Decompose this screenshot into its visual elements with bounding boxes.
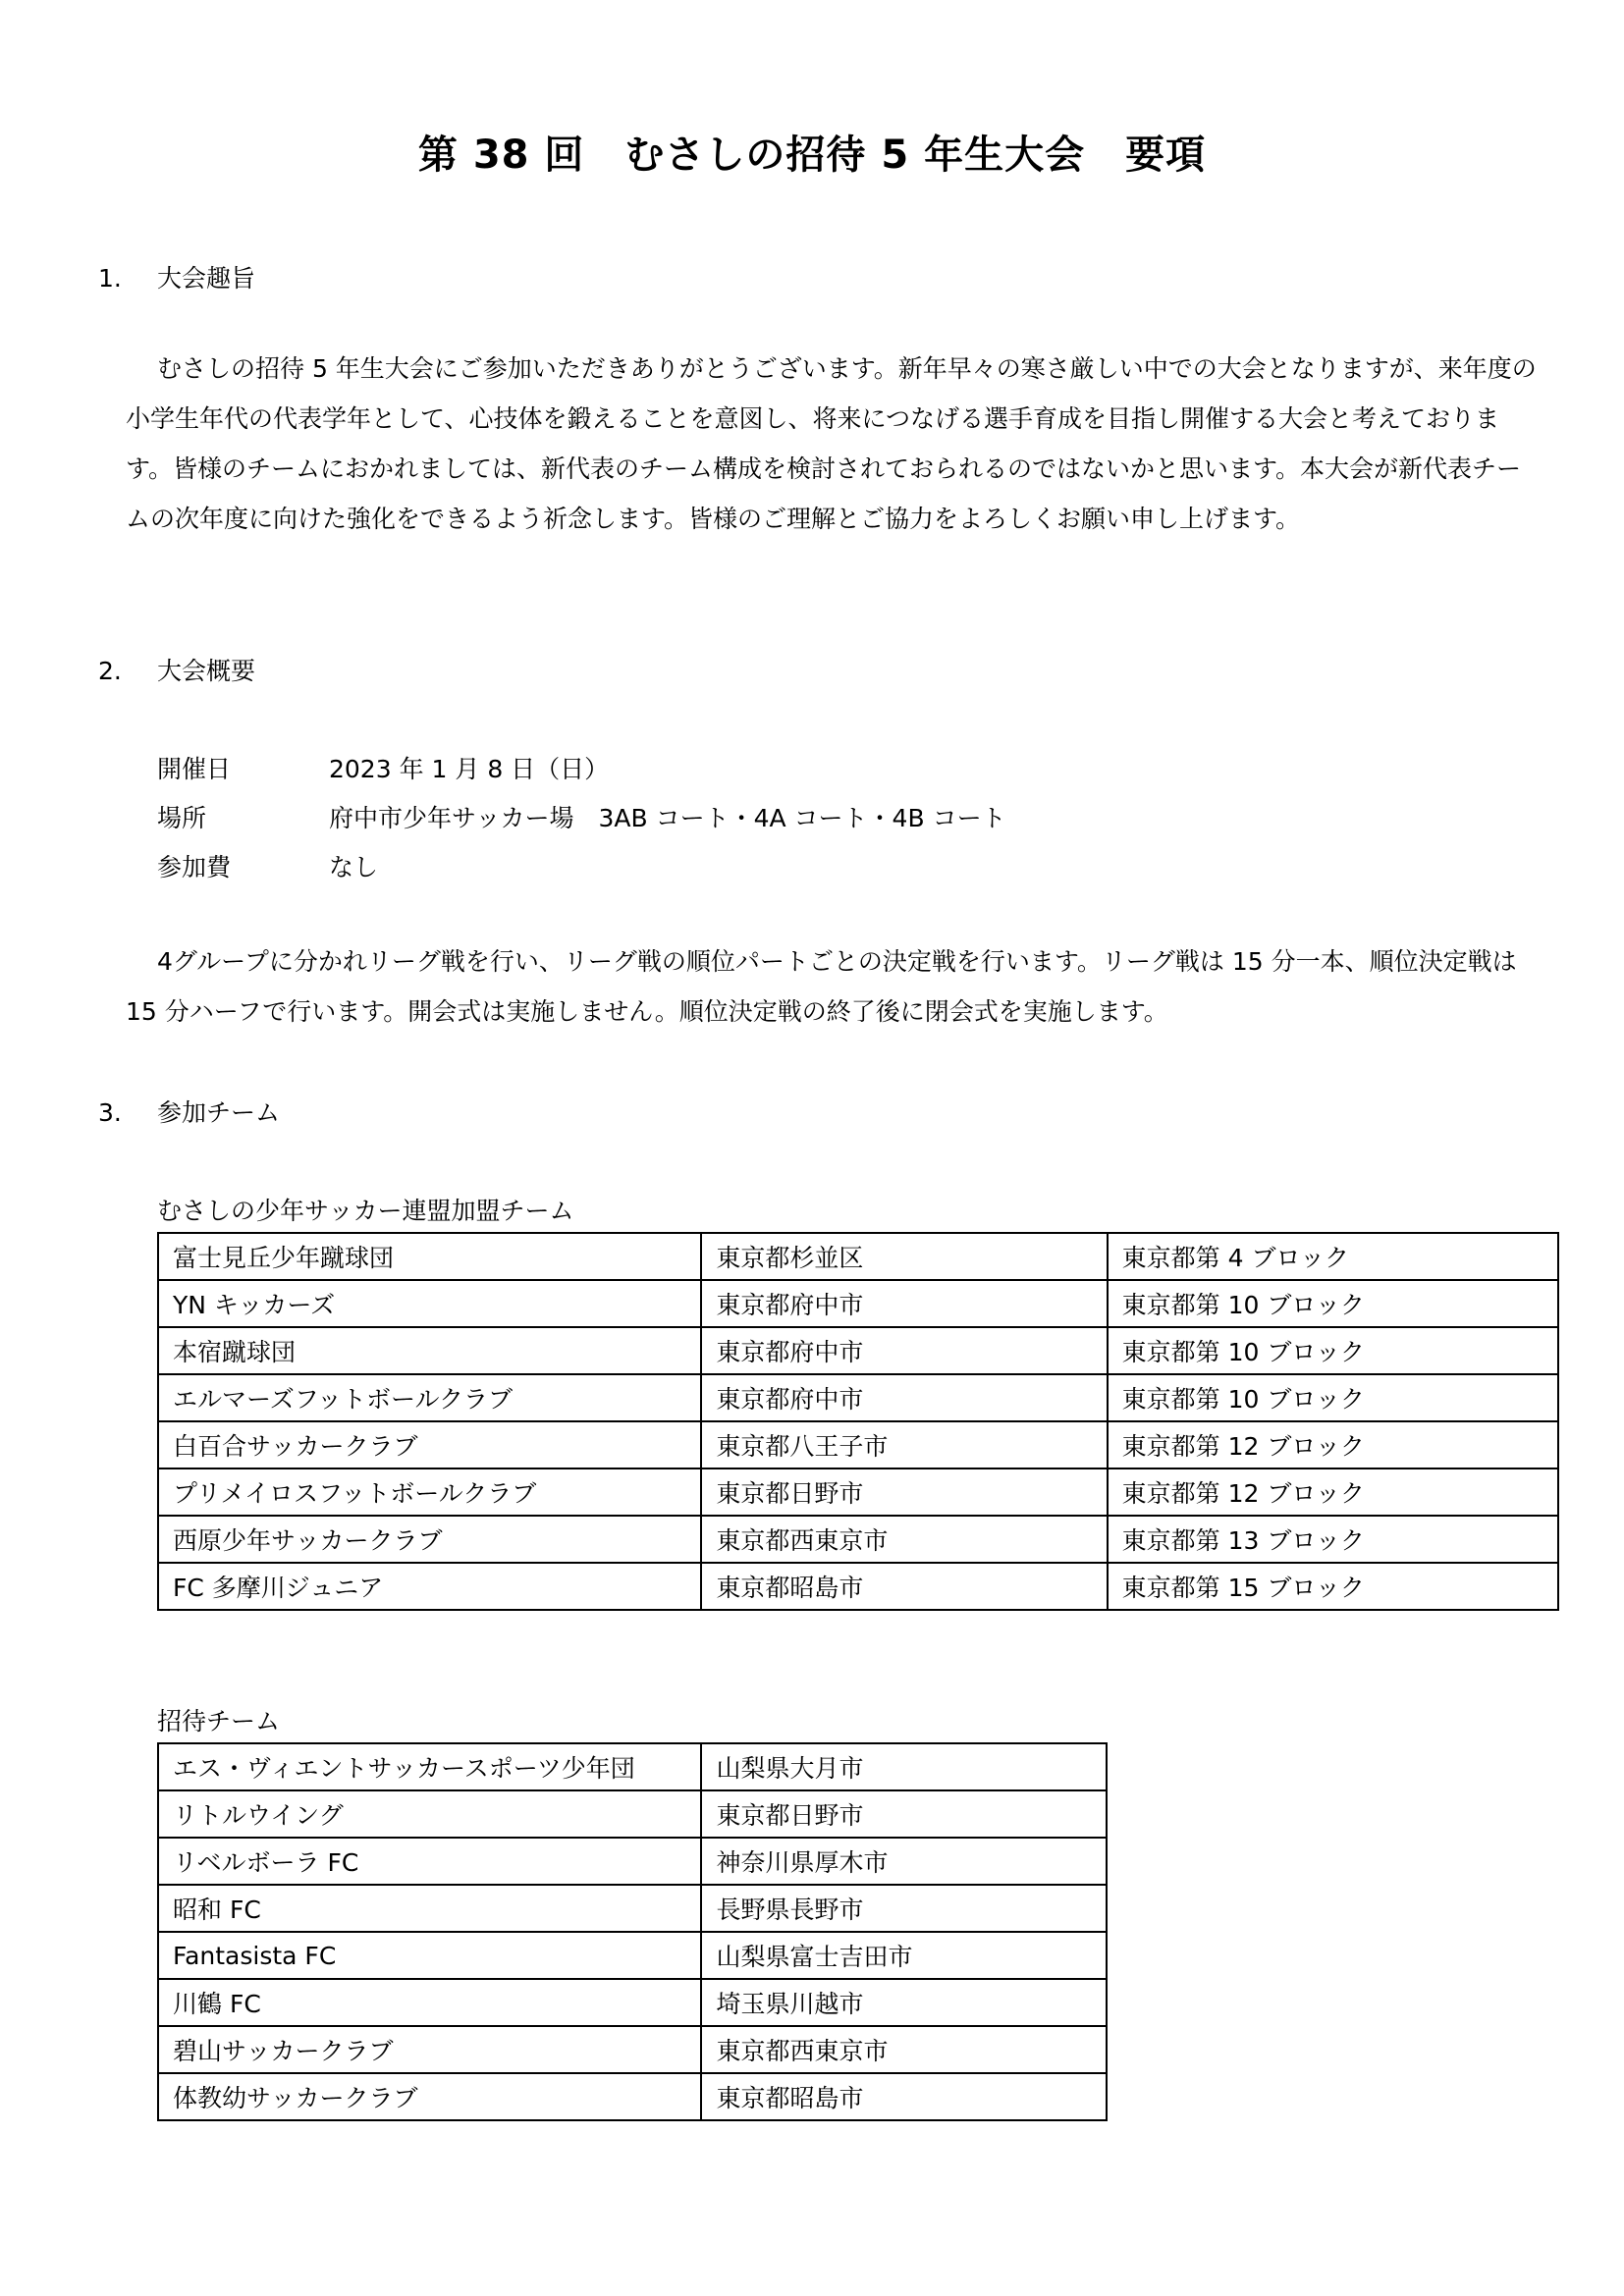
section-title: 大会概要: [157, 657, 256, 685]
location-cell: 東京都昭島市: [701, 2073, 1107, 2120]
invited-teams-caption: 招待チーム: [157, 1707, 281, 1735]
block-cell: 東京都第 10 ブロック: [1108, 1374, 1558, 1421]
team-name-cell: エス・ヴィエントサッカースポーツ少年団: [158, 1743, 701, 1790]
overview-label: 参加費: [157, 853, 232, 881]
overview-value: 2023 年 1 月 8 日（日）: [329, 755, 610, 783]
overview-label: 場所: [157, 804, 207, 832]
overview-fee-row: [157, 848, 378, 883]
overview-venue-row: [157, 799, 1006, 834]
location-cell: 東京都府中市: [701, 1374, 1107, 1421]
location-cell: 東京都昭島市: [701, 1563, 1107, 1610]
section-number: 1.: [98, 264, 122, 293]
table-row: [158, 1468, 1558, 1516]
team-name-cell: 碧山サッカークラブ: [158, 2026, 701, 2073]
block-cell: 東京都第 13 ブロック: [1108, 1516, 1558, 1563]
table-row: [158, 2073, 1107, 2120]
team-name-cell: 白百合サッカークラブ: [158, 1421, 701, 1468]
team-name-cell: FC 多摩川ジュニア: [158, 1563, 701, 1610]
table-row: [158, 2026, 1107, 2073]
overview-date-row: [157, 750, 609, 785]
location-cell: 山梨県富士吉田市: [701, 1932, 1107, 1979]
block-cell: 東京都第 10 ブロック: [1108, 1327, 1558, 1374]
location-cell: 長野県長野市: [701, 1885, 1107, 1932]
overview-label: 開催日: [157, 755, 232, 783]
section-title: 大会趣旨: [157, 264, 256, 293]
location-cell: 埼玉県川越市: [701, 1979, 1107, 2026]
section-1-paragraph: むさしの招待 5 年生大会にご参加いただきありがとうございます。新年早々の寒さ厳しい中での大会となりますが、来年度の小学生年代の代表学年として、心技体を鍛えることを意図し、将来につなげる選手育成を目指し開催する大会と考えております。皆様のチームにおかれましては、新代表のチーム構成を検討されておられるのではないかと思います。本大会が新代表チームの次年度に向けた強化をできるよう祈念します。皆様のご理解とご協力をよろしくお願い申し上げます。: [126, 354, 1537, 533]
table-row: [158, 1790, 1107, 1838]
table-row: [158, 1233, 1558, 1280]
table-row: [158, 1280, 1558, 1327]
location-cell: 東京都西東京市: [701, 2026, 1107, 2073]
section-3-heading: [98, 1094, 280, 1129]
section-1-heading: [98, 259, 255, 294]
section-2-paragraph: 4グループに分かれリーグ戦を行い、リーグ戦の順位パートごとの決定戦を行います。リーグ戦は 15 分一本、順位決定戦は 15 分ハーフで行います。開会式は実施しません。順位決定戦の終了後に閉会式を実施します。: [126, 947, 1517, 1026]
team-name-cell: Fantasista FC: [158, 1932, 701, 1979]
section-number: 3.: [98, 1098, 122, 1127]
location-cell: 東京都西東京市: [701, 1516, 1107, 1563]
block-cell: 東京都第 4 ブロック: [1108, 1233, 1558, 1280]
document-title: 第 38 回 むさしの招待 5 年生大会 要項: [417, 133, 1207, 178]
team-name-cell: 昭和 FC: [158, 1885, 701, 1932]
table-row: [158, 1327, 1558, 1374]
overview-value: 府中市少年サッカー場 3AB コート・4A コート・4B コート: [329, 804, 1006, 832]
table-row: [158, 1563, 1558, 1610]
table-row: [158, 1421, 1558, 1468]
location-cell: 東京都府中市: [701, 1327, 1107, 1374]
invited-teams-table: [157, 1742, 1108, 2121]
table-row: [158, 1374, 1558, 1421]
block-cell: 東京都第 12 ブロック: [1108, 1421, 1558, 1468]
location-cell: 東京都日野市: [701, 1468, 1107, 1516]
section-2-heading: [98, 652, 255, 687]
location-cell: 東京都府中市: [701, 1280, 1107, 1327]
location-cell: 東京都日野市: [701, 1790, 1107, 1838]
team-name-cell: 川鶴 FC: [158, 1979, 701, 2026]
overview-value: なし: [329, 853, 379, 881]
team-name-cell: 西原少年サッカークラブ: [158, 1516, 701, 1563]
table-row: [158, 1743, 1107, 1790]
team-name-cell: 富士見丘少年蹴球団: [158, 1233, 701, 1280]
location-cell: 山梨県大月市: [701, 1743, 1107, 1790]
team-name-cell: YN キッカーズ: [158, 1280, 701, 1327]
table-row: [158, 1516, 1558, 1563]
league-teams-table: [157, 1232, 1559, 1611]
block-cell: 東京都第 15 ブロック: [1108, 1563, 1558, 1610]
team-name-cell: 体教幼サッカークラブ: [158, 2073, 701, 2120]
table-row: [158, 1885, 1107, 1932]
table-row: [158, 1932, 1107, 1979]
table-row: [158, 1979, 1107, 2026]
block-cell: 東京都第 12 ブロック: [1108, 1468, 1558, 1516]
section-title: 参加チーム: [157, 1098, 281, 1127]
section-number: 2.: [98, 657, 122, 685]
location-cell: 東京都杉並区: [701, 1233, 1107, 1280]
table-row: [158, 1838, 1107, 1885]
team-name-cell: リトルウイング: [158, 1790, 701, 1838]
team-name-cell: エルマーズフットボールクラブ: [158, 1374, 701, 1421]
team-name-cell: プリメイロスフットボールクラブ: [158, 1468, 701, 1516]
location-cell: 神奈川県厚木市: [701, 1838, 1107, 1885]
team-name-cell: リベルボーラ FC: [158, 1838, 701, 1885]
block-cell: 東京都第 10 ブロック: [1108, 1280, 1558, 1327]
league-teams-caption: むさしの少年サッカー連盟加盟チーム: [157, 1197, 574, 1225]
team-name-cell: 本宿蹴球団: [158, 1327, 701, 1374]
location-cell: 東京都八王子市: [701, 1421, 1107, 1468]
